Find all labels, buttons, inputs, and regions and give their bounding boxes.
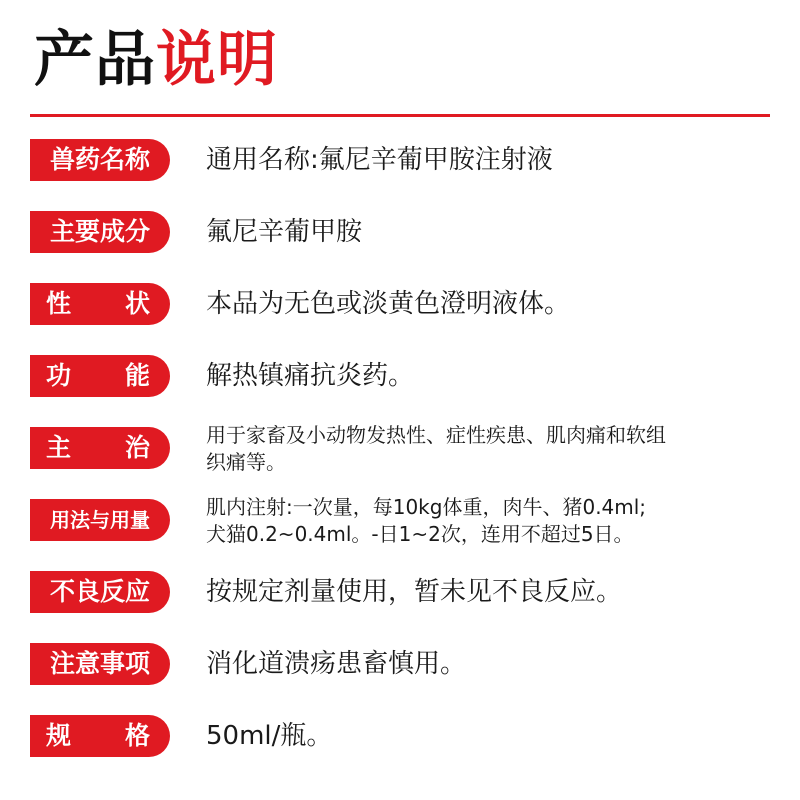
label-badge: 主要成分 <box>30 211 170 253</box>
spec-value <box>206 422 766 476</box>
label-char: 治 <box>124 433 150 462</box>
spec-value-line: 犬猫0.2~0.4ml。-日1~2次，连用不超过5日。 <box>206 522 634 546</box>
spec-value-line: 用于家畜及小动物发热性、症性疾患、肌肉痛和软组 <box>206 423 666 447</box>
label-badge: 用法与用量 <box>30 499 170 541</box>
spec-value: 本品为无色或淡黄色澄明液体。 <box>206 289 571 319</box>
label-char: 状 <box>124 289 150 318</box>
label-char: 性 <box>46 289 72 318</box>
title-part-red: 说明 <box>156 25 278 95</box>
label-badge: 不良反应 <box>30 571 170 613</box>
label-badge: 兽药名称 <box>30 139 170 181</box>
spec-value: 通用名称:氟尼辛葡甲胺注射液 <box>206 145 553 175</box>
spec-value: 消化道溃疡患畜慎用。 <box>206 649 467 679</box>
label-badge <box>30 355 170 397</box>
spec-value <box>206 494 766 548</box>
spec-value: 50ml/瓶。 <box>206 721 333 751</box>
label-char: 功 <box>46 361 72 390</box>
page-title <box>34 20 278 100</box>
label-char: 能 <box>124 361 150 390</box>
spec-value: 解热镇痛抗炎药。 <box>206 361 415 391</box>
label-badge <box>30 715 170 757</box>
label-badge <box>30 283 170 325</box>
label-char: 格 <box>124 721 150 750</box>
title-part-black: 产品 <box>34 25 156 95</box>
label-badge <box>30 427 170 469</box>
spec-value: 氟尼辛葡甲胺 <box>206 217 363 247</box>
label-char: 主 <box>46 433 72 462</box>
spec-value-line: 肌内注射:一次量，每10kg体重，肉牛、猪0.4ml; <box>206 495 647 519</box>
label-char: 规 <box>46 721 72 750</box>
spec-value-line: 织痛等。 <box>206 450 286 474</box>
title-divider <box>30 114 770 117</box>
label-badge: 注意事项 <box>30 643 170 685</box>
spec-value: 按规定剂量使用，暂未见不良反应。 <box>206 577 623 607</box>
